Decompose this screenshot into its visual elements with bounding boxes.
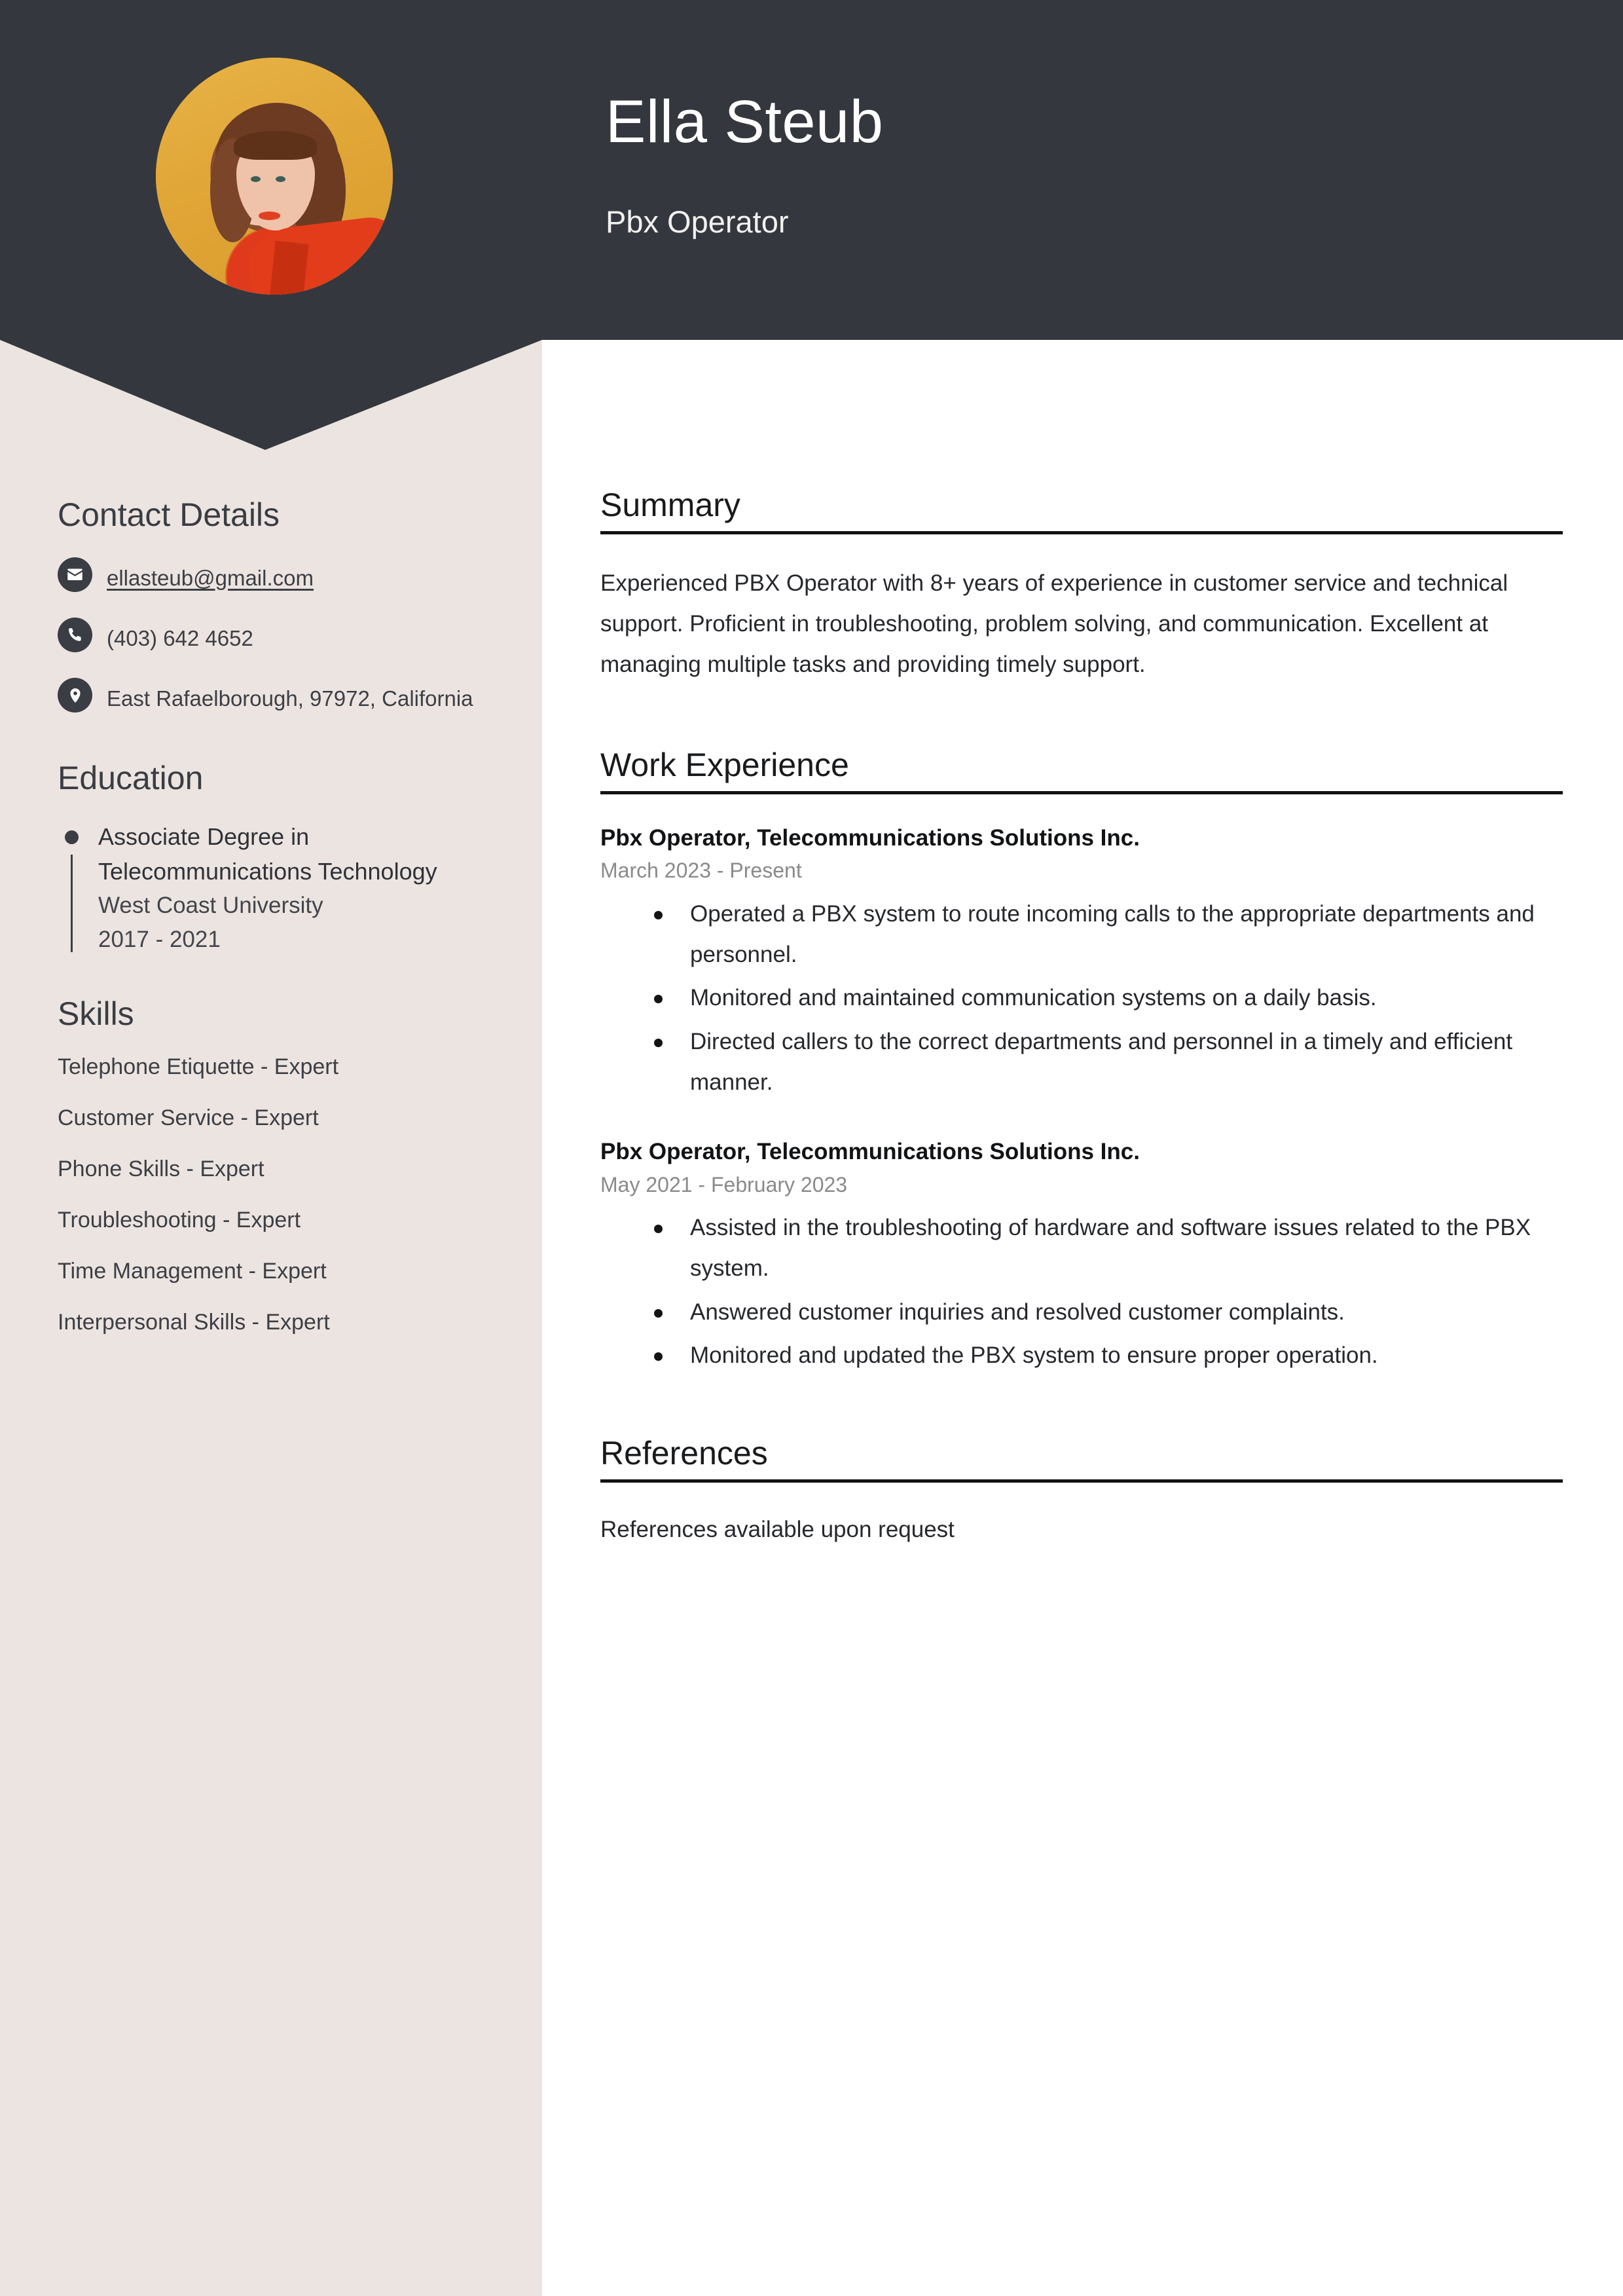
- education-school: West Coast University: [98, 893, 323, 919]
- avatar: [156, 58, 393, 295]
- skill-item: Interpersonal Skills - Expert: [58, 1310, 330, 1335]
- job-bullet: Answered customer inquiries and resolved customer complaints.: [600, 1292, 1563, 1333]
- avatar-bangs: [234, 131, 317, 159]
- summary-heading: Summary: [600, 487, 740, 523]
- references-text: References available upon request: [600, 1516, 955, 1542]
- candidate-name: Ella Steub: [606, 88, 884, 155]
- work-experience-divider: [600, 791, 1563, 794]
- phone-icon: [58, 618, 92, 652]
- job-bullet-list: [600, 1208, 1563, 1376]
- job-dates: March 2023 - Present: [600, 859, 802, 883]
- avatar-lips: [259, 212, 280, 219]
- skill-item: Troubleshooting - Expert: [58, 1208, 301, 1233]
- location-pin-icon: [58, 678, 92, 713]
- job-title-company: Pbx Operator, Telecommunications Solutions Inc.: [600, 824, 1140, 851]
- job-bullet: Operated a PBX system to route incoming calls to the appropriate departments and personnel.: [600, 894, 1563, 976]
- skill-item: Time Management - Expert: [58, 1259, 327, 1284]
- job-dates: May 2021 - February 2023: [600, 1172, 848, 1196]
- job-entry: [600, 1137, 1563, 1376]
- job-bullet: Monitored and maintained communication systems on a daily basis.: [600, 978, 1563, 1018]
- contact-item-phone[interactable]: [58, 618, 490, 656]
- contact-item-address[interactable]: [58, 678, 490, 716]
- skill-item: Telephone Etiquette - Expert: [58, 1054, 339, 1080]
- skill-item: Phone Skills - Expert: [58, 1157, 264, 1182]
- references-heading: References: [600, 1435, 768, 1472]
- work-experience-heading: Work Experience: [600, 747, 849, 784]
- avatar-photo: [156, 58, 393, 295]
- contact-item-email[interactable]: [58, 557, 490, 595]
- spacer: [600, 685, 1563, 748]
- job-bullet: Monitored and updated the PBX system to ensure proper operation.: [600, 1335, 1563, 1376]
- candidate-job-title: Pbx Operator: [606, 204, 789, 239]
- main-content: [600, 488, 1563, 1548]
- summary-text: Experienced PBX Operator with 8+ years of experience in customer service and technical support. Proficient in troubleshooting, problem solving, and communication. Excellent at managing multiple tasks and providing timely support.: [600, 570, 1508, 678]
- summary-divider: [600, 531, 1563, 534]
- avatar-coat-fold: [268, 241, 309, 295]
- contact-phone-value[interactable]: (403) 642 4652: [107, 625, 253, 650]
- job-title-company: Pbx Operator, Telecommunications Solutions Inc.: [600, 1139, 1140, 1165]
- envelope-icon: [58, 557, 92, 592]
- job-bullet: Directed callers to the correct departments and personnel in a timely and efficient manner.: [600, 1022, 1563, 1103]
- education-item: [58, 820, 490, 955]
- education-years: 2017 - 2021: [98, 926, 221, 952]
- header-bar-right: [542, 0, 1623, 340]
- education-degree: Associate Degree in Telecommunications Technology: [98, 823, 437, 885]
- skills-heading: Skills: [58, 995, 134, 1032]
- sidebar: [58, 498, 490, 1362]
- education-heading: Education: [58, 759, 204, 796]
- contact-details-heading: Contact Details: [58, 496, 280, 533]
- education-bullet-icon: [65, 830, 79, 844]
- job-bullet-list: [600, 894, 1563, 1103]
- job-entry: [600, 823, 1563, 1103]
- education-timeline-line: [71, 855, 73, 952]
- job-bullet: Assisted in the troubleshooting of hardware and software issues related to the PBX system.: [600, 1208, 1563, 1289]
- spacer: [600, 1410, 1563, 1436]
- skill-item: Customer Service - Expert: [58, 1105, 319, 1131]
- contact-address-value[interactable]: East Rafaelborough, 97972, California: [107, 686, 473, 711]
- references-divider: [600, 1479, 1563, 1483]
- contact-email-value[interactable]: ellasteub@gmail.com: [107, 565, 314, 590]
